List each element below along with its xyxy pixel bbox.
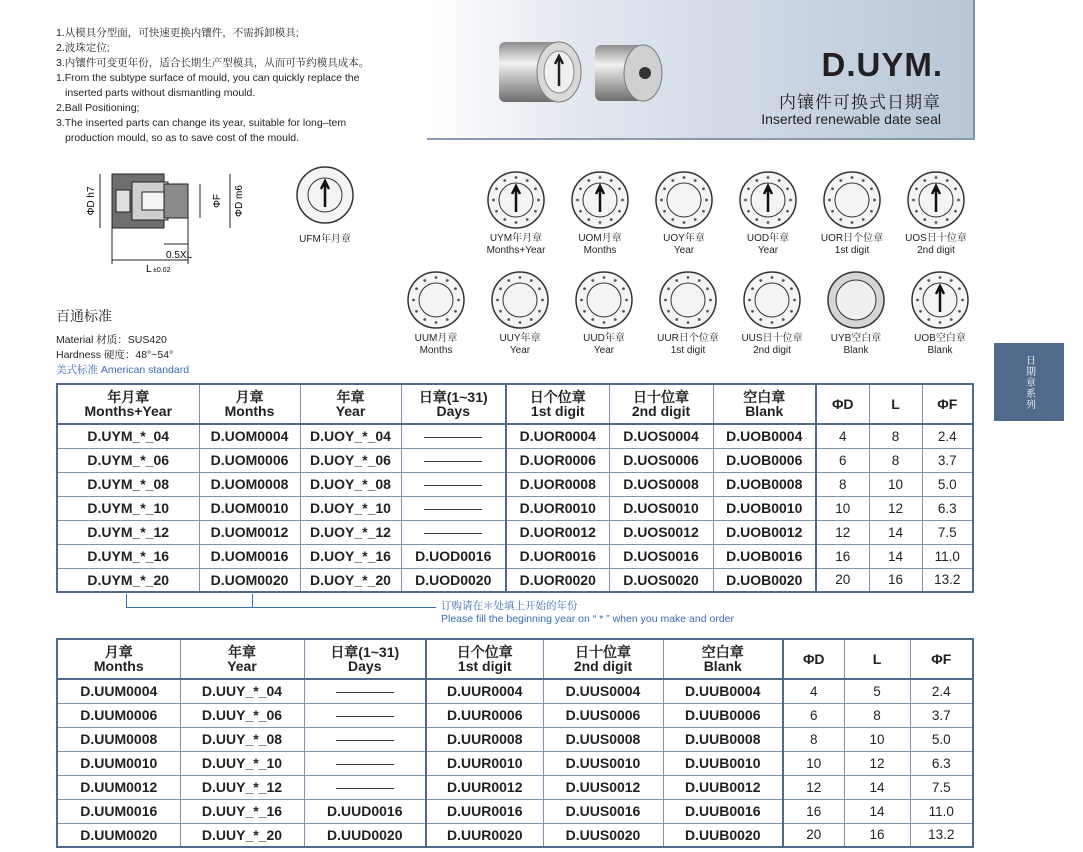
table-cell: D.UOS0020: [609, 568, 713, 592]
column-header: 年章 Year: [300, 384, 401, 424]
table-cell: D.UOR0012: [506, 520, 609, 544]
stamp-label-en: 2nd digit: [753, 345, 791, 356]
stamp-row1-2: [636, 170, 732, 257]
column-header: ΦF: [910, 639, 973, 679]
intro-cn-1: 1.从模具分型面，可快速更换内镶件，不需拆卸模具;: [56, 27, 299, 39]
product-name-cn: 内镶件可换式日期章: [779, 93, 941, 112]
series-side-tab: 日期章系列: [994, 343, 1064, 421]
column-header: 日个位章 1st digit: [506, 384, 609, 424]
column-header: ΦF: [922, 384, 973, 424]
stamp-label-en: Year: [757, 245, 779, 256]
table-cell: D.UUB0012: [663, 775, 783, 799]
intro-cn-2: 2.波珠定位;: [56, 42, 110, 54]
table-cell: D.UOB0006: [713, 448, 816, 472]
american-standard-text: 美式标准 American standard: [56, 364, 190, 376]
stamp-row2-3-face-icon: [658, 270, 718, 330]
stamp-label-en: Blank: [927, 345, 953, 356]
table-cell: D.UOB0004: [713, 424, 816, 448]
half-xl-label: 0.5XL: [166, 250, 193, 261]
empty-dash: [424, 509, 482, 510]
column-header: ΦD: [816, 384, 869, 424]
table-cell: D.UUM0010: [57, 751, 180, 775]
stamp-label-cn: UUS日十位章: [741, 333, 803, 344]
stamp-row2-5: [808, 270, 904, 357]
table-row: [57, 679, 973, 703]
column-header: 空白章 Blank: [713, 384, 816, 424]
length-tolerance: ±0.02: [153, 267, 171, 274]
stamp-row2-4: [724, 270, 820, 357]
table-cell: D.UOR0008: [506, 472, 609, 496]
table-cell: D.UUY_*_12: [180, 775, 304, 799]
table-cell: D.UUD0016: [304, 799, 426, 823]
ufm-stamp-label: UFM年月章: [299, 234, 351, 245]
table-cell: D.UUS0016: [543, 799, 663, 823]
table-cell: 6: [816, 448, 869, 472]
table-cell: D.UYM_*_04: [57, 424, 199, 448]
table-cell: 8: [816, 472, 869, 496]
note-bracket: [126, 594, 436, 608]
empty-dash: [336, 740, 394, 741]
table-cell: D.UOD0016: [401, 544, 506, 568]
order-note-cn: 订购请在＊处填上开始的年份: [441, 600, 578, 612]
ufm-stamp: [280, 165, 370, 245]
table-cell: 6: [783, 703, 844, 727]
length-label: L: [146, 264, 152, 275]
stamp-label-cn: UOY年章: [663, 233, 705, 244]
stamp-label-cn: UYB空白章: [830, 333, 882, 344]
note-bracket-tick: [252, 594, 253, 608]
table-cell: 7.5: [910, 775, 973, 799]
table-cell: 8: [783, 727, 844, 751]
table-cell: D.UOR0016: [506, 544, 609, 568]
table-cell: D.UOM0006: [199, 448, 300, 472]
table-cell: 11.0: [910, 799, 973, 823]
standard-heading: 百通标准: [56, 308, 112, 324]
table-cell: [401, 472, 506, 496]
stamp-row1-0: [468, 170, 564, 257]
spec-table-uu: [56, 638, 974, 848]
column-header: 年章 Year: [180, 639, 304, 679]
table-cell: D.UUS0010: [543, 751, 663, 775]
stamp-label-cn: UOS日十位章: [905, 233, 967, 244]
table-cell: D.UOB0012: [713, 520, 816, 544]
table-cell: 4: [783, 679, 844, 703]
stamp-label-en: 1st digit: [834, 245, 870, 256]
table-cell: D.UUM0008: [57, 727, 180, 751]
stamp-row2-4-face-icon: [742, 270, 802, 330]
table-cell: D.UUY_*_04: [180, 679, 304, 703]
stamp-label-en: Months: [583, 245, 617, 256]
phi-f-label: ΦF: [212, 193, 223, 209]
column-header: ΦD: [783, 639, 844, 679]
table-cell: D.UUM0004: [57, 679, 180, 703]
spec-table-uy: [56, 383, 974, 593]
stamp-label-cn: UUY年章: [499, 333, 541, 344]
table-cell: 10: [783, 751, 844, 775]
table-cell: D.UOM0010: [199, 496, 300, 520]
table-cell: D.UUM0016: [57, 799, 180, 823]
table-cell: D.UUM0006: [57, 703, 180, 727]
table-cell: D.UOY_*_12: [300, 520, 401, 544]
stamp-label-en: Year: [509, 345, 531, 356]
column-header: 年月章 Months+Year: [57, 384, 199, 424]
table-cell: 10: [869, 472, 922, 496]
stamp-label-cn: UOB空白章: [914, 333, 966, 344]
stamp-row2-2: [556, 270, 652, 357]
column-header: 日十位章 2nd digit: [609, 384, 713, 424]
stamp-label-en: 1st digit: [670, 345, 706, 356]
stamp-row1-4: [804, 170, 900, 257]
table-cell: D.UOY_*_20: [300, 568, 401, 592]
stamp-row1-1-face-icon: [570, 170, 630, 230]
dh7-label: ΦD h7: [86, 186, 97, 216]
table-cell: D.UYM_*_06: [57, 448, 199, 472]
stamp-label-cn: UOD年章: [746, 233, 790, 244]
stamp-row1-2-face-icon: [654, 170, 714, 230]
table-cell: 14: [844, 775, 910, 799]
table-cell: 20: [816, 568, 869, 592]
table-cell: 7.5: [922, 520, 973, 544]
table-cell: 10: [844, 727, 910, 751]
table-cell: [304, 703, 426, 727]
table-cell: D.UOR0006: [506, 448, 609, 472]
column-header: 空白章 Blank: [663, 639, 783, 679]
table-cell: D.UUM0012: [57, 775, 180, 799]
intro-text: [56, 26, 426, 146]
empty-dash: [424, 485, 482, 486]
table-cell: D.UOB0016: [713, 544, 816, 568]
stamp-row2-1: [472, 270, 568, 357]
table-cell: [304, 751, 426, 775]
standard-block: [56, 306, 189, 378]
stamp-row2-5-face-icon: [826, 270, 886, 330]
empty-dash: [424, 461, 482, 462]
table-row: [57, 727, 973, 751]
table-cell: D.UOB0010: [713, 496, 816, 520]
table-row: [57, 823, 973, 847]
empty-dash: [336, 716, 394, 717]
stamp-row2-0: [388, 270, 484, 357]
intro-en-3a: 3.The inserted parts can change its year, suitable for long–tem: [56, 117, 347, 129]
table-row: [57, 472, 973, 496]
table-cell: 8: [869, 448, 922, 472]
table-cell: D.UUR0006: [426, 703, 543, 727]
stamp-label-cn: UYM年月章: [489, 233, 543, 244]
empty-dash: [424, 533, 482, 534]
table-cell: 5.0: [910, 727, 973, 751]
table-cell: D.UOM0008: [199, 472, 300, 496]
table-cell: D.UUR0010: [426, 751, 543, 775]
table-cell: 12: [816, 520, 869, 544]
column-header: 月章 Months: [199, 384, 300, 424]
table-row: [57, 544, 973, 568]
empty-dash: [424, 437, 482, 438]
table-row: [57, 568, 973, 592]
table-cell: 8: [844, 703, 910, 727]
table-cell: 14: [844, 799, 910, 823]
material-text: Material 材质：SUS420: [56, 334, 167, 346]
table-cell: D.UOB0008: [713, 472, 816, 496]
table-cell: D.UOD0020: [401, 568, 506, 592]
table-cell: 16: [844, 823, 910, 847]
stamp-label-en: Blank: [843, 345, 869, 356]
stamp-label-en: 2nd digit: [917, 245, 955, 256]
table-cell: D.UUS0012: [543, 775, 663, 799]
stamp-label-cn: UUD年章: [583, 333, 625, 344]
table-row: [57, 751, 973, 775]
table-cell: D.UOS0004: [609, 424, 713, 448]
table-cell: D.UUS0020: [543, 823, 663, 847]
table-cell: D.UYM_*_12: [57, 520, 199, 544]
table-cell: 4: [816, 424, 869, 448]
table-cell: D.UOM0020: [199, 568, 300, 592]
table-cell: 20: [783, 823, 844, 847]
table-cell: D.UUS0006: [543, 703, 663, 727]
table-cell: D.UUY_*_06: [180, 703, 304, 727]
table-cell: [304, 727, 426, 751]
table-cell: D.UUY_*_16: [180, 799, 304, 823]
table-cell: D.UOY_*_10: [300, 496, 401, 520]
stamp-row1-5: [888, 170, 984, 257]
stamp-row2-1-face-icon: [490, 270, 550, 330]
table-cell: D.UOR0020: [506, 568, 609, 592]
stamp-label-en: Months+Year: [486, 245, 546, 256]
empty-dash: [336, 788, 394, 789]
ufm-stamp-face-icon: [295, 165, 355, 227]
table-cell: D.UOS0006: [609, 448, 713, 472]
table-cell: 3.7: [922, 448, 973, 472]
table-cell: D.UOY_*_04: [300, 424, 401, 448]
table-row: [57, 424, 973, 448]
table-cell: D.UOY_*_08: [300, 472, 401, 496]
table-cell: D.UYM_*_10: [57, 496, 199, 520]
table-cell: D.UUR0008: [426, 727, 543, 751]
table-cell: D.UUD0020: [304, 823, 426, 847]
table-cell: D.UOM0016: [199, 544, 300, 568]
table-cell: 13.2: [922, 568, 973, 592]
table-cell: 2.4: [910, 679, 973, 703]
table-cell: D.UUM0020: [57, 823, 180, 847]
column-header: 月章 Months: [57, 639, 180, 679]
column-header: 日章(1~31) Days: [401, 384, 506, 424]
table-row: [57, 775, 973, 799]
table-row: [57, 448, 973, 472]
column-header: L: [844, 639, 910, 679]
empty-dash: [336, 692, 394, 693]
table-cell: 12: [844, 751, 910, 775]
table-cell: D.UOR0004: [506, 424, 609, 448]
table-cell: 10: [816, 496, 869, 520]
table-row: [57, 703, 973, 727]
stamp-row1-4-face-icon: [822, 170, 882, 230]
table-row: [57, 799, 973, 823]
table-cell: D.UUR0004: [426, 679, 543, 703]
table-cell: 16: [783, 799, 844, 823]
table-cell: 12: [869, 496, 922, 520]
order-note: [441, 600, 734, 626]
table-cell: 5.0: [922, 472, 973, 496]
product-banner: [427, 0, 975, 140]
table-cell: D.UOS0010: [609, 496, 713, 520]
hardness-text: Hardness 硬度：48°~54°: [56, 349, 174, 361]
technical-drawing: [80, 160, 280, 275]
table-cell: D.UOR0010: [506, 496, 609, 520]
stamp-label-cn: UOR日个位章: [820, 233, 884, 244]
stamp-label-en: Year: [593, 345, 615, 356]
table-cell: D.UUY_*_08: [180, 727, 304, 751]
stamp-label-cn: UUR日个位章: [657, 333, 719, 344]
table-cell: 14: [869, 520, 922, 544]
column-header: 日十位章 2nd digit: [543, 639, 663, 679]
stamp-label-cn: UUM月章: [414, 333, 458, 344]
date-seal-photo: [489, 20, 669, 130]
table-cell: D.UOY_*_06: [300, 448, 401, 472]
table-cell: 13.2: [910, 823, 973, 847]
table-cell: D.UOB0020: [713, 568, 816, 592]
intro-cn-3: 3.内镶件可变更年份，适合长期生产型模具，从而可节约模具成本。: [56, 57, 370, 69]
table-cell: D.UOM0004: [199, 424, 300, 448]
table-cell: D.UUR0020: [426, 823, 543, 847]
table-cell: D.UUB0010: [663, 751, 783, 775]
table-cell: D.UUB0006: [663, 703, 783, 727]
column-header: L: [869, 384, 922, 424]
table-cell: 8: [869, 424, 922, 448]
table-row: [57, 520, 973, 544]
table-cell: D.UYM_*_20: [57, 568, 199, 592]
table-cell: D.UUS0008: [543, 727, 663, 751]
stamp-row1-0-face-icon: [486, 170, 546, 230]
table-cell: D.UOY_*_16: [300, 544, 401, 568]
table-cell: [401, 448, 506, 472]
table-cell: D.UUR0016: [426, 799, 543, 823]
intro-en-1a: 1.From the subtype surface of mould, you can quickly replace the: [56, 72, 360, 84]
stamp-row2-6: [892, 270, 988, 357]
dm6-label: ΦD m6: [234, 185, 245, 217]
intro-en-3b: production mould, so as to save cost of the mould.: [65, 132, 300, 144]
table-cell: 11.0: [922, 544, 973, 568]
table-cell: [401, 520, 506, 544]
table-cell: 2.4: [922, 424, 973, 448]
table-cell: D.UYM_*_08: [57, 472, 199, 496]
stamp-row1-5-face-icon: [906, 170, 966, 230]
table-cell: D.UUS0004: [543, 679, 663, 703]
stamp-label-en: Year: [673, 245, 695, 256]
table-cell: D.UYM_*_16: [57, 544, 199, 568]
column-header: 日个位章 1st digit: [426, 639, 543, 679]
stamp-label-cn: UOM月章: [578, 233, 622, 244]
table-cell: D.UUB0008: [663, 727, 783, 751]
table-cell: D.UOS0008: [609, 472, 713, 496]
table-cell: [401, 496, 506, 520]
stamp-row2-0-face-icon: [406, 270, 466, 330]
stamp-row1-1: [552, 170, 648, 257]
product-name-en: Inserted renewable date seal: [761, 111, 941, 127]
intro-en-1b: inserted parts without dismantling mould.: [65, 87, 256, 99]
table-cell: 6.3: [922, 496, 973, 520]
table-cell: D.UUY_*_10: [180, 751, 304, 775]
stamp-row2-3: [640, 270, 736, 357]
stamp-row2-2-face-icon: [574, 270, 634, 330]
stamp-label-en: Months: [419, 345, 453, 356]
stamp-row1-3-face-icon: [738, 170, 798, 230]
stamp-row2-6-face-icon: [910, 270, 970, 330]
table-cell: [401, 424, 506, 448]
table-cell: [304, 679, 426, 703]
table-cell: D.UOM0012: [199, 520, 300, 544]
stamp-row1-3: [720, 170, 816, 257]
table-cell: D.UOS0012: [609, 520, 713, 544]
table-cell: D.UUB0004: [663, 679, 783, 703]
product-code-title: D.UYM.: [821, 46, 943, 83]
table-cell: 16: [869, 568, 922, 592]
table-row: [57, 496, 973, 520]
table-cell: 12: [783, 775, 844, 799]
table-cell: 6.3: [910, 751, 973, 775]
table-cell: D.UUY_*_20: [180, 823, 304, 847]
table-cell: 5: [844, 679, 910, 703]
table-cell: D.UOS0016: [609, 544, 713, 568]
table-cell: D.UUB0016: [663, 799, 783, 823]
table-cell: 3.7: [910, 703, 973, 727]
table-cell: [304, 775, 426, 799]
intro-en-2: 2.Ball Positioning;: [56, 102, 140, 114]
column-header: 日章(1~31) Days: [304, 639, 426, 679]
order-note-en: Please fill the beginning year on “ * ” when you make and order: [441, 613, 735, 625]
table-cell: D.UUR0012: [426, 775, 543, 799]
empty-dash: [336, 764, 394, 765]
table-cell: 14: [869, 544, 922, 568]
table-cell: 16: [816, 544, 869, 568]
table-cell: D.UUB0020: [663, 823, 783, 847]
